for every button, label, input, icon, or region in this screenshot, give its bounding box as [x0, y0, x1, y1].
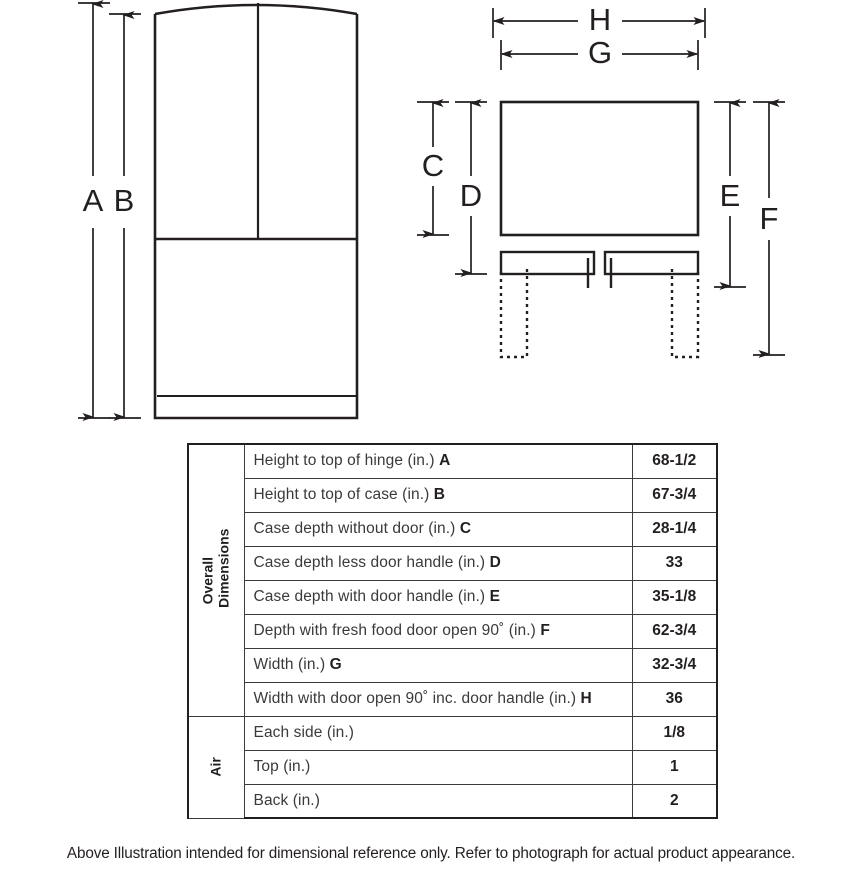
row-key: B — [433, 486, 446, 503]
row-value: 67-3/4 — [632, 478, 717, 512]
table-row — [188, 784, 717, 818]
row-value: 62-3/4 — [632, 614, 717, 648]
row-key: D — [489, 554, 501, 571]
dimension-label-D: D — [459, 178, 483, 214]
row-key: C — [459, 520, 472, 537]
row-description: Each side (in.) — [244, 716, 632, 750]
row-value: 35-1/8 — [632, 580, 717, 614]
row-value: 32-3/4 — [632, 648, 717, 682]
front-view-cabinet — [155, 5, 357, 418]
table-row — [188, 682, 717, 716]
dimensions-table-body — [188, 444, 717, 818]
table-row — [188, 648, 717, 682]
row-value: 36 — [632, 682, 717, 716]
row-description: Case depth without door (in.) C — [244, 512, 632, 546]
row-value: 1 — [632, 750, 717, 784]
row-value: 28-1/4 — [632, 512, 717, 546]
open-door-swing-left — [501, 266, 527, 357]
row-description: Back (in.) — [244, 784, 632, 818]
row-description: Height to top of case (in.) B — [244, 478, 632, 512]
dimension-label-B: B — [113, 183, 135, 219]
row-key: H — [580, 690, 592, 707]
top-view-right-door — [605, 252, 698, 274]
row-description: Depth with fresh food door open 90˚ (in.) F — [244, 614, 632, 648]
table-row — [188, 750, 717, 784]
row-value: 68-1/2 — [632, 444, 717, 478]
group-label-overall-dimensions — [188, 444, 244, 716]
top-view-case — [501, 102, 698, 235]
dimensions-table — [187, 443, 718, 819]
dimension-label-C: C — [421, 148, 445, 184]
table-row — [188, 614, 717, 648]
row-description: Height to top of hinge (in.) A — [244, 444, 632, 478]
group-label-line1: Air — [207, 757, 224, 777]
row-value: 33 — [632, 546, 717, 580]
row-value: 1/8 — [632, 716, 717, 750]
dimension-label-G: G — [587, 35, 613, 71]
footer-note: Above Illustration intended for dimensional reference only. Refer to photograph for actual product appearance. — [66, 845, 796, 862]
top-view-left-door — [501, 252, 594, 274]
table-row — [188, 580, 717, 614]
group-label-air — [188, 716, 244, 818]
row-key: A — [439, 452, 451, 470]
row-key: F — [540, 622, 550, 639]
row-value: 2 — [632, 784, 717, 818]
dimension-label-F: F — [759, 201, 779, 237]
row-key: G — [329, 656, 342, 673]
group-label-line1: Overall — [199, 556, 216, 604]
table-row — [188, 478, 717, 512]
dimension-label-E: E — [719, 178, 741, 214]
row-key: E — [489, 588, 501, 605]
dimension-label-A: A — [82, 183, 104, 219]
dimension-label-H: H — [588, 2, 612, 38]
open-door-swing-right — [672, 266, 698, 357]
table-row — [188, 716, 717, 750]
row-description: Case depth with door handle (in.) E — [244, 580, 632, 614]
table-row — [188, 444, 717, 478]
group-label-line2: Dimensions — [215, 528, 232, 608]
row-description: Width (in.) G — [244, 648, 632, 682]
row-description: Case depth less door handle (in.) D — [244, 546, 632, 580]
table-row — [188, 546, 717, 580]
row-description: Width with door open 90˚ inc. door handle (in.) H — [244, 682, 632, 716]
table-row — [188, 512, 717, 546]
row-description: Top (in.) — [244, 750, 632, 784]
